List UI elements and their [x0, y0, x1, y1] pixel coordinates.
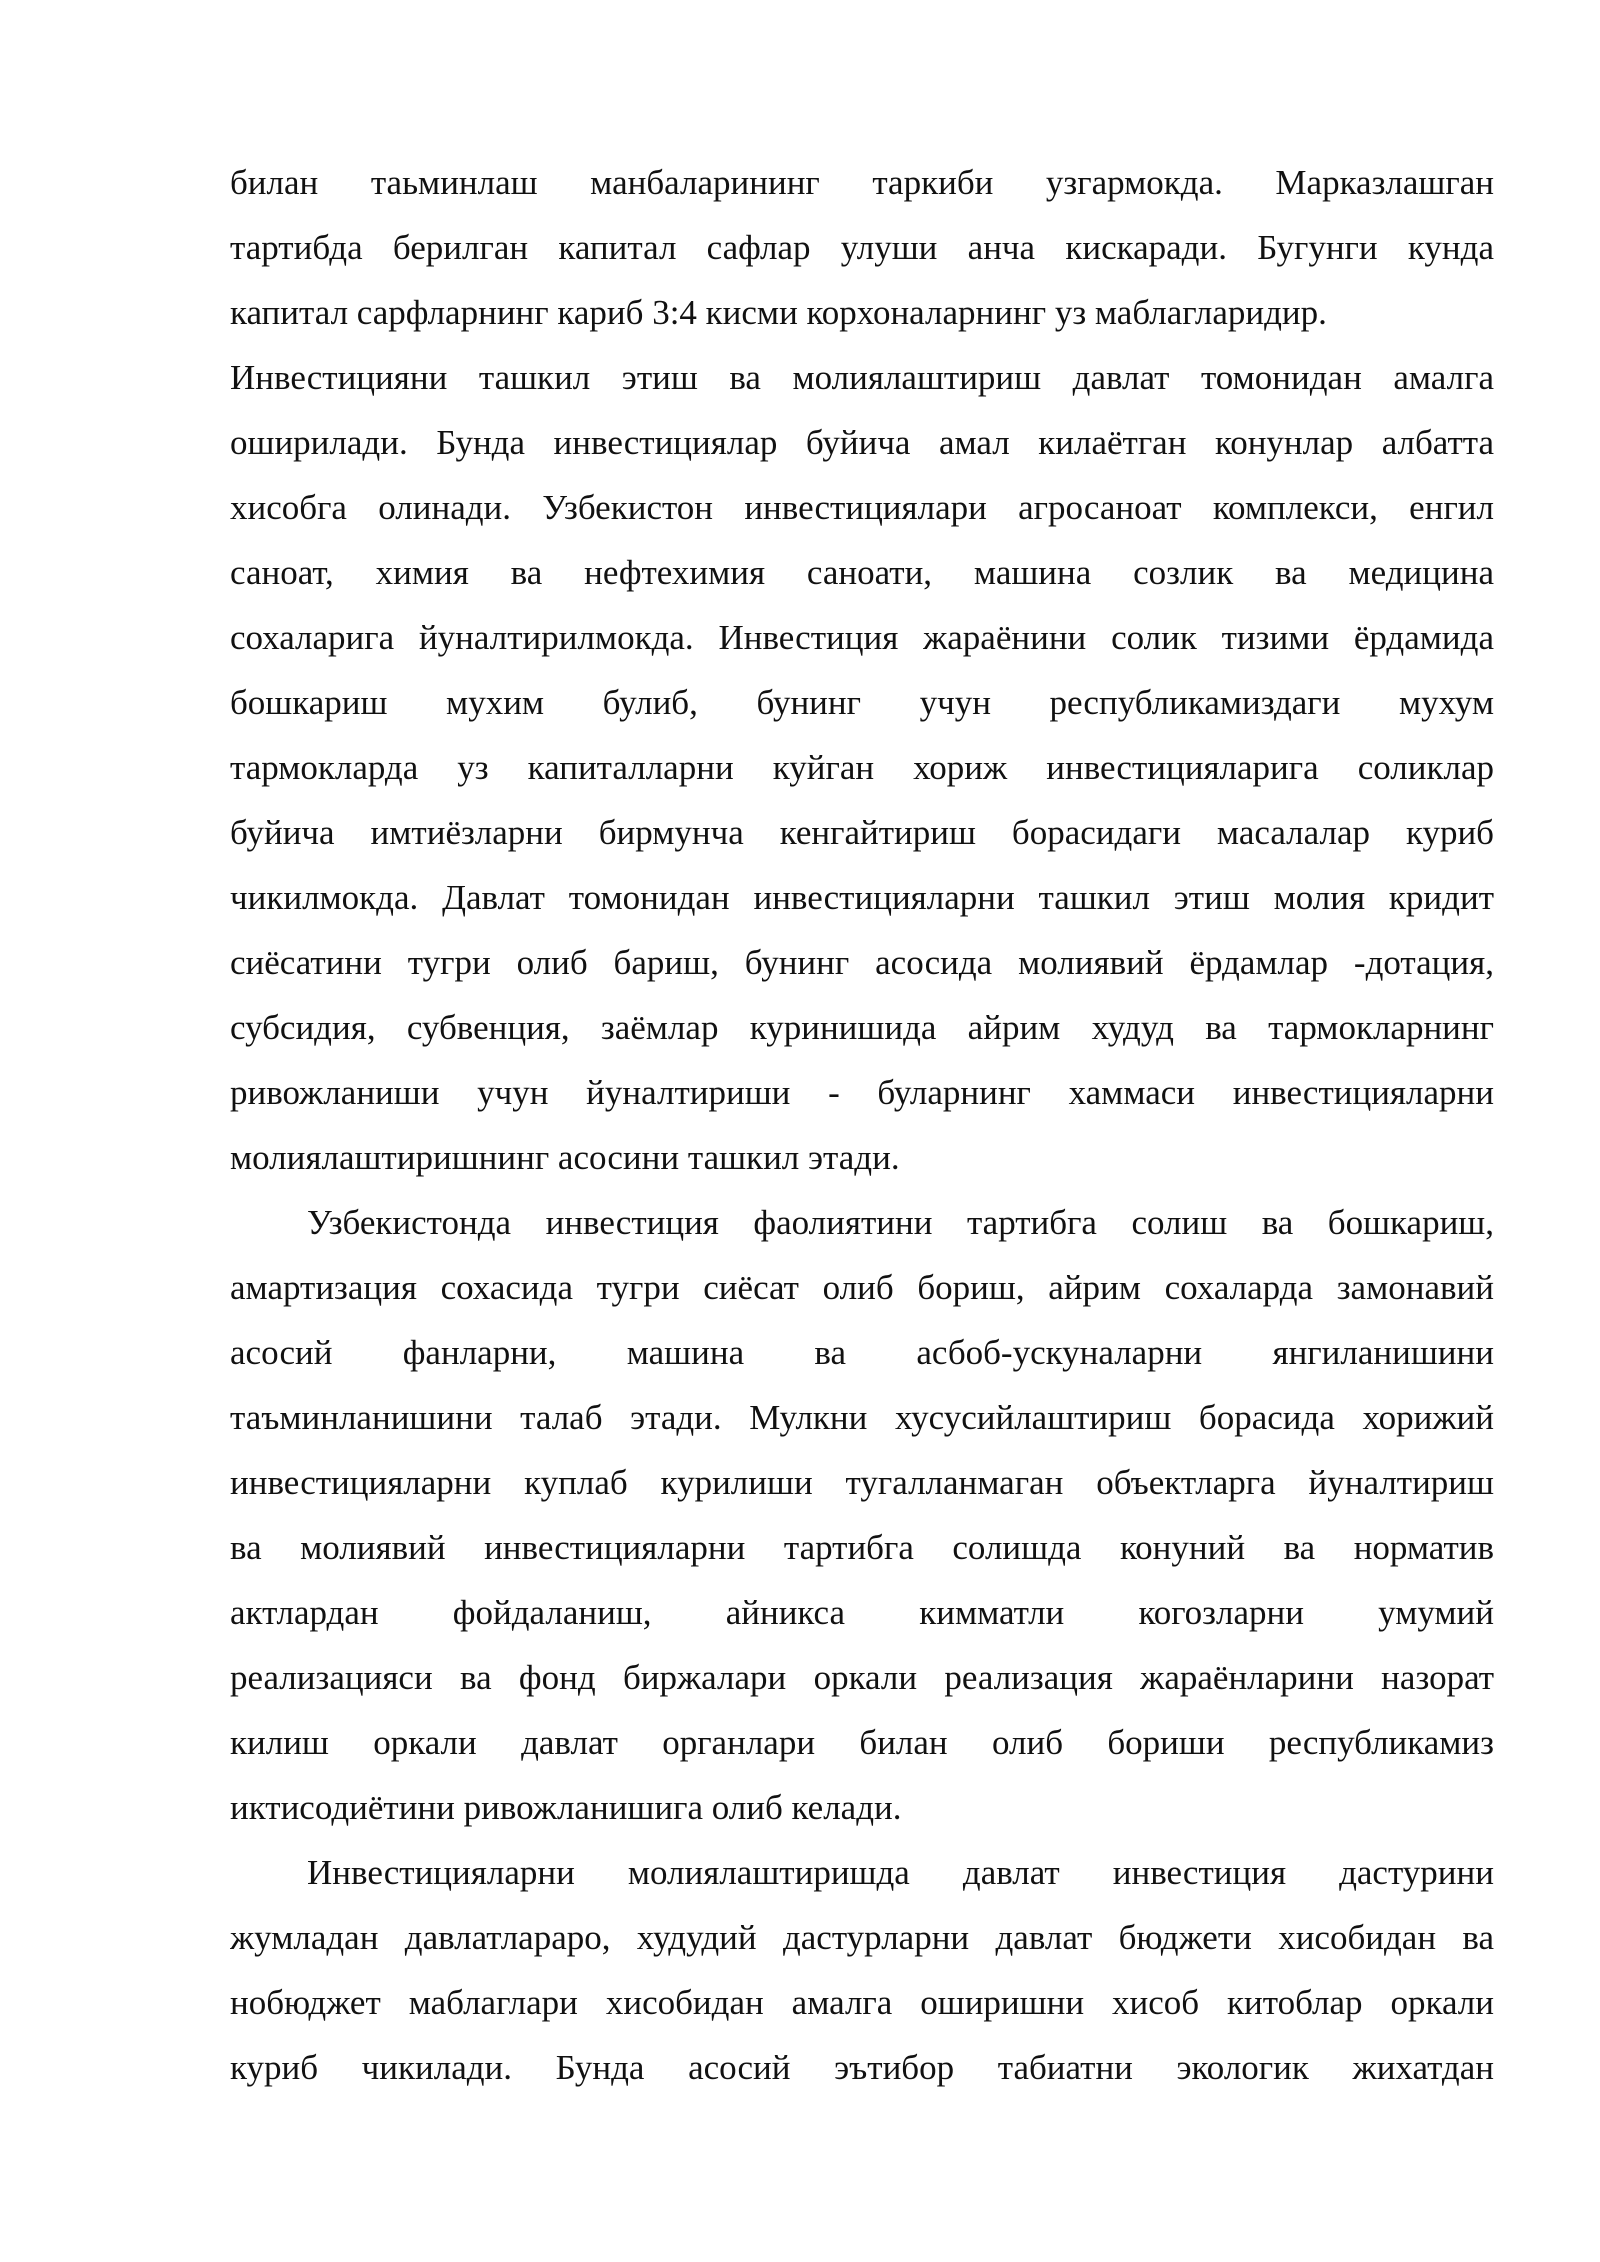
text-line: сиёсатини тугри олиб бариш, бунинг асосида молиявий ёрдамлар -дотация,: [230, 943, 1494, 982]
text-line: тартибда берилган капитал сафлар улуши анча кискаради. Бугунги кунда: [230, 228, 1494, 267]
text-line: бошкариш мухим булиб, бунинг учун республикамиздаги мухум: [230, 683, 1494, 722]
text-line: асосий фанларни, машина ва асбоб-ускуналарни янгиланишини: [230, 1333, 1494, 1372]
paragraph: [230, 345, 1494, 1190]
text-line: хисобга олинади. Узбекистон инвестициялари агросаноат комплекси, енгил: [230, 488, 1494, 527]
text-line: килиш оркали давлат органлари билан олиб бориши республикамиз: [230, 1723, 1494, 1762]
text-line: куриб чикилади. Бунда асосий эътибор табиатни экологик жихатдан: [230, 2048, 1494, 2087]
text-line: инвестицияларни куплаб курилиши тугалланмаган объектларга йуналтириш: [230, 1463, 1494, 1502]
text-line: оширилади. Бунда инвестициялар буйича амал килаётган конунлар албатта: [230, 423, 1494, 462]
document-body: [230, 150, 1494, 2100]
text-line: жумладан давлатлараро, худудий дастурларни давлат бюджети хисобидан ва: [230, 1918, 1494, 1957]
text-line: тармокларда уз капиталларни куйган хориж инвестицияларига соликлар: [230, 748, 1494, 787]
text-line: ва молиявий инвестицияларни тартибга солишда конуний ва норматив: [230, 1528, 1494, 1567]
text-line: актлардан фойдаланиш, айникса кимматли когозларни умумий: [230, 1593, 1494, 1632]
text-line: таъминланишини талаб этади. Мулкни хусусийлаштириш борасида хорижий: [230, 1398, 1494, 1437]
text-line: субсидия, субвенция, заёмлар куринишида айрим худуд ва тармокларнинг: [230, 1008, 1494, 1047]
text-line: амартизация сохасида тугри сиёсат олиб бориш, айрим сохаларда замонавий: [230, 1268, 1494, 1307]
text-line: Узбекистонда инвестиция фаолиятини тартибга солиш ва бошкариш,: [307, 1203, 1494, 1242]
text-line: сохаларига йуналтирилмокда. Инвестиция жараёнини солик тизими ёрдамида: [230, 618, 1494, 657]
text-line: капитал сарфларнинг кариб 3:4 кисми корхоналарнинг уз маблагларидир.: [230, 293, 1327, 332]
text-line: молиялаштиришнинг асосини ташкил этади.: [230, 1138, 900, 1177]
text-line: реализацияси ва фонд биржалари оркали реализация жараёнларини назорат: [230, 1658, 1494, 1697]
text-line: Инвестицияни ташкил этиш ва молиялаштириш давлат томонидан амалга: [230, 358, 1494, 397]
text-line: билан таьминлаш манбаларининг таркиби узгармокда. Марказлашган: [230, 163, 1494, 202]
text-line: буйича имтиёзларни бирмунча кенгайтириш борасидаги масалалар куриб: [230, 813, 1494, 852]
text-line: нобюджет маблаглари хисобидан амалга оширишни хисоб китоблар оркали: [230, 1983, 1494, 2022]
text-line: Инвестицияларни молиялаштиришда давлат инвестиция дастурини: [307, 1853, 1494, 1892]
paragraph: [230, 1190, 1494, 1840]
paragraph: [230, 150, 1494, 345]
text-line: иктисодиётини ривожланишига олиб келади.: [230, 1788, 902, 1827]
text-line: ривожланиши учун йуналтириши - буларнинг хаммаси инвестицияларни: [230, 1073, 1494, 1112]
text-line: чикилмокда. Давлат томонидан инвестицияларни ташкил этиш молия кридит: [230, 878, 1494, 917]
paragraph: [230, 1840, 1494, 2100]
text-line: саноат, химия ва нефтехимия саноати, машина созлик ва медицина: [230, 553, 1494, 592]
